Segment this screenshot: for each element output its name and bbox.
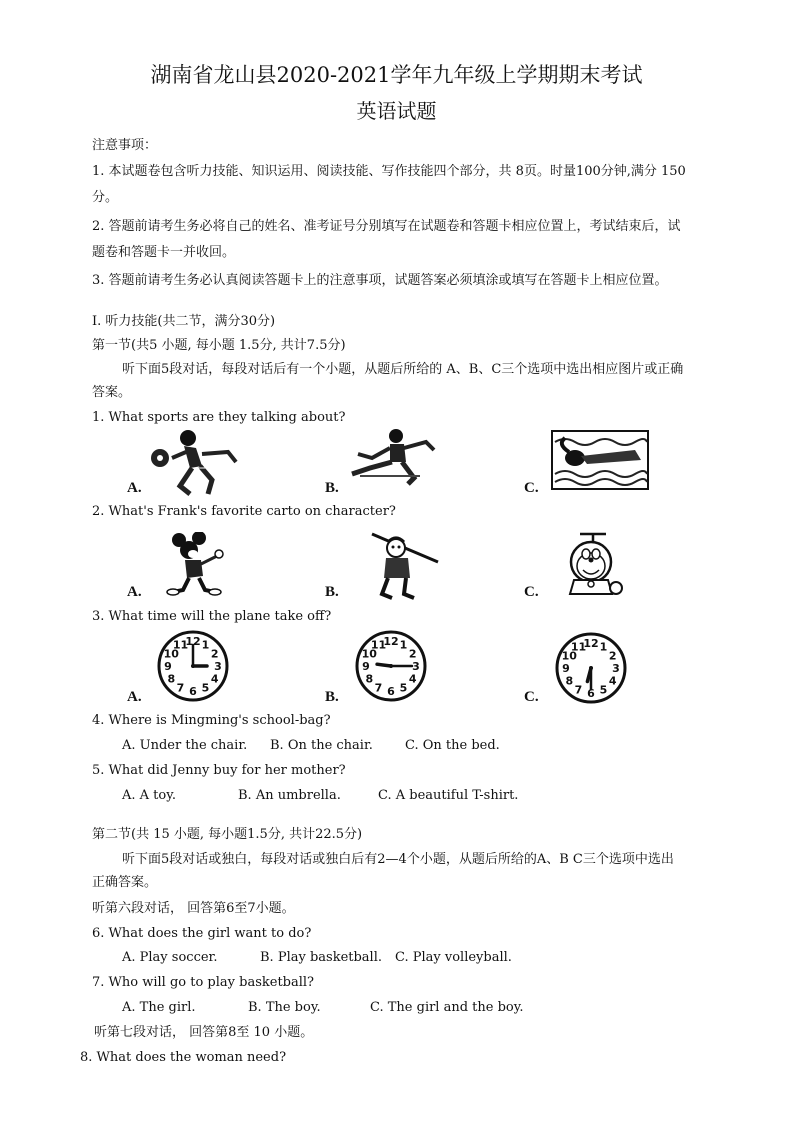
question-1: 1. What sports are they talking about? (92, 410, 346, 425)
clock-center (191, 664, 195, 668)
swimmer-icon (551, 430, 649, 490)
note-2-line-1: 2. 答题前请考生务必将自己的姓名、准考证号分别填写在试题卷和答题卡相应位置上，考试结束后，试 (92, 219, 681, 234)
section-1-heading: Ⅰ. 听力技能(共二节，满分30分) (92, 314, 276, 329)
note-2-line-2: 题卷和答题卡一并收回。 (92, 245, 236, 260)
clock-numeral: 3 (412, 660, 420, 673)
clock-numeral: 11 (570, 640, 587, 654)
part-1-heading: 第一节(共5 小题, 每小题 1.5分, 共计7.5分) (92, 338, 346, 353)
clock-a-face (156, 629, 230, 703)
clock-a-icon (156, 629, 230, 703)
q6-option-b: B. Play basketball. (260, 950, 383, 965)
q7-option-b: B. The boy. (248, 1000, 321, 1015)
clock-hour-hand (377, 664, 391, 666)
q2-option-c-label: C. (524, 584, 539, 600)
q4-option-b: B. On the chair. (270, 738, 373, 753)
clock-numeral: 1 (599, 640, 608, 654)
clock-numeral: 5 (399, 681, 408, 695)
clock-numeral: 9 (164, 660, 172, 673)
clock-numeral: 6 (387, 685, 395, 698)
clock-numeral: 10 (561, 649, 577, 663)
question-7: 7. Who will go to play basketball? (92, 975, 315, 990)
clock-numeral: 12 (185, 635, 201, 648)
clock-numeral: 7 (574, 683, 583, 697)
mickey-mouse-icon (165, 532, 227, 596)
part-1-instruction-line-2: 答案。 (92, 385, 132, 400)
clock-numeral: 8 (365, 672, 374, 686)
question-4: 4. Where is Mingming's school-bag? (92, 713, 331, 728)
q5-option-b: B. An umbrella. (238, 788, 341, 803)
q5-option-a: A. A toy. (122, 788, 176, 803)
clock-numeral: 3 (612, 662, 620, 675)
soccer-player-icon (150, 428, 242, 496)
clock-numeral: 12 (583, 637, 599, 650)
clock-numeral: 6 (587, 687, 595, 700)
q3-option-c-label: C. (524, 689, 539, 705)
clock-numeral: 10 (361, 647, 377, 661)
clock-center (589, 666, 593, 670)
clock-numeral: 5 (599, 683, 608, 697)
clock-numeral: 11 (370, 638, 387, 652)
question-6: 6. What does the girl want to do? (92, 926, 312, 941)
clock-numeral: 2 (408, 647, 417, 661)
q6-option-a: A. Play soccer. (122, 950, 218, 965)
q1-option-a-label: A. (127, 480, 142, 496)
part-2-instruction-line-2: 正确答案。 (92, 875, 158, 890)
clock-c-face (554, 631, 628, 705)
clock-numeral: 8 (167, 672, 176, 686)
question-8: 8. What does the woman need? (80, 1050, 287, 1065)
dialogue-6-heading: 听第六段对话， 回答第6至7小题。 (92, 901, 295, 916)
q1-option-c-label: C. (524, 480, 539, 496)
clock-numeral: 1 (201, 638, 210, 652)
q2-option-b-label: B. (325, 584, 339, 600)
dialogue-7-heading: 听第七段对话， 回答第8至 10 小题。 (94, 1025, 314, 1040)
clock-c-icon (554, 631, 628, 705)
clock-b-icon (354, 629, 428, 703)
clock-numeral: 9 (562, 662, 570, 675)
q6-option-c: C. Play volleyball. (395, 950, 512, 965)
clock-numeral: 8 (565, 674, 574, 688)
clock-numeral: 4 (608, 674, 617, 688)
question-3: 3. What time will the plane take off? (92, 609, 332, 624)
clock-numeral: 4 (408, 672, 417, 686)
hurdler-icon (350, 428, 438, 486)
clock-numeral: 6 (189, 685, 197, 698)
clock-numeral: 5 (201, 681, 210, 695)
exam-title: 湖南省龙山县2020-2021学年九年级上学期期末考试 (150, 63, 643, 87)
note-1-line-2: 分。 (92, 190, 119, 205)
part-1-instruction-line-1: 听下面5段对话，每段对话后有一个小题，从题后所给的 A、B、C三个选项中选出相应图片或正确 (122, 362, 684, 377)
q3-option-a-label: A. (127, 689, 142, 705)
part-2-heading: 第二节(共 15 小题, 每小题1.5分, 共计22.5分) (92, 827, 363, 842)
clock-numeral: 2 (210, 647, 219, 661)
clock-numeral: 12 (383, 635, 399, 648)
clock-b-face (354, 629, 428, 703)
clock-numeral: 3 (214, 660, 222, 673)
q1-option-b-label: B. (325, 480, 339, 496)
clock-numeral: 4 (210, 672, 219, 686)
clock-numeral: 2 (608, 649, 617, 663)
clock-numeral: 7 (176, 681, 185, 695)
q2-option-a-label: A. (127, 584, 142, 600)
exam-subtitle: 英语试题 (356, 99, 437, 123)
q4-option-c: C. On the bed. (405, 738, 500, 753)
part-2-instruction-line-1: 听下面5段对话或独白，每段对话或独白后有2—4个小题，从题后所给的A、B C三个选项中选出 (122, 852, 674, 867)
monkey-king-icon (370, 528, 440, 600)
clock-numeral: 10 (163, 647, 179, 661)
note-1-line-1: 1. 本试题卷包含听力技能、知识运用、阅读技能、写作技能四个部分，共 8页。时量100分钟,满分 150 (92, 164, 686, 179)
clock-numeral: 7 (374, 681, 383, 695)
q3-option-b-label: B. (325, 689, 339, 705)
q5-option-c: C. A beautiful T-shirt. (378, 788, 519, 803)
clock-numeral: 11 (172, 638, 189, 652)
clock-numeral: 9 (362, 660, 370, 673)
clock-numeral: 1 (399, 638, 408, 652)
q4-option-a: A. Under the chair. (122, 738, 248, 753)
q7-option-a: A. The girl. (122, 1000, 196, 1015)
q7-option-c: C. The girl and the boy. (370, 1000, 524, 1015)
doraemon-icon (558, 528, 628, 602)
notes-heading: 注意事项： (92, 138, 158, 153)
clock-center (389, 664, 393, 668)
question-5: 5. What did Jenny buy for her mother? (92, 763, 346, 778)
note-3: 3. 答题前请考生务必认真阅读答题卡上的注意事项，试题答案必须填涂或填写在答题卡上相应位置。 (92, 273, 668, 288)
question-2: 2. What's Frank's favorite carto on character? (92, 504, 396, 519)
